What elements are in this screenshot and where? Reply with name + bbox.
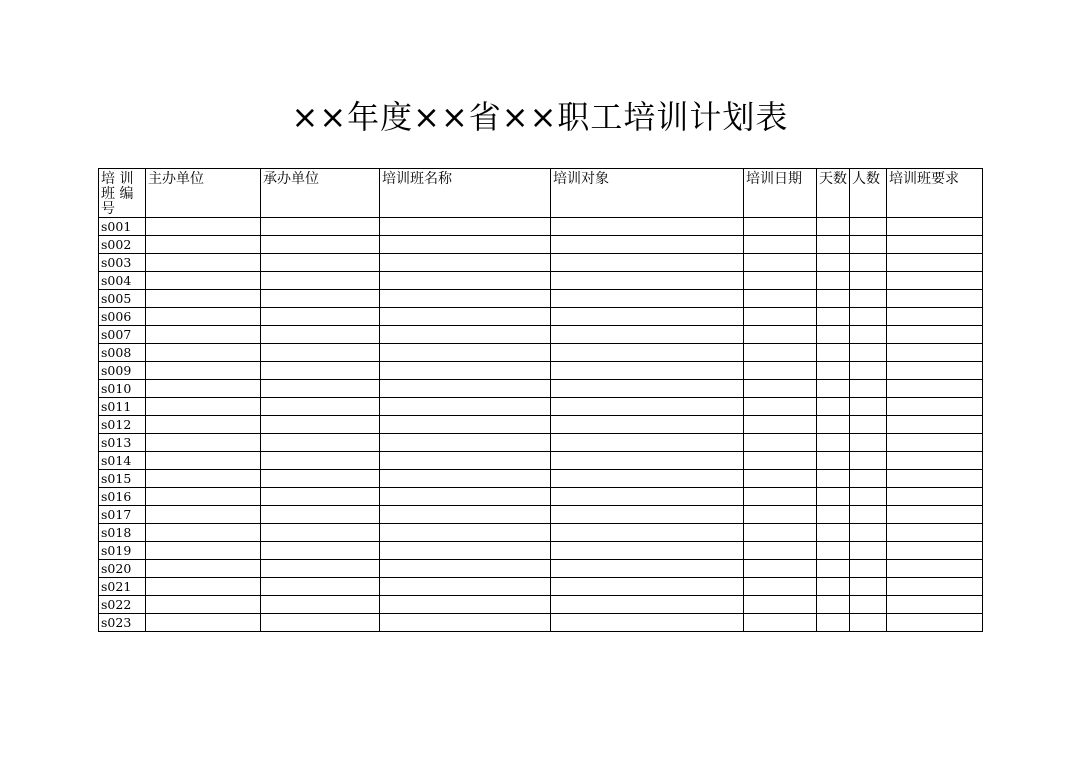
empty-cell [850,362,887,380]
empty-cell [261,596,380,614]
empty-cell [887,218,983,236]
class-code-cell: s002 [99,236,146,254]
class-code-cell: s001 [99,218,146,236]
empty-cell [380,272,551,290]
empty-cell [551,614,744,632]
empty-cell [850,560,887,578]
empty-cell [887,596,983,614]
empty-cell [887,452,983,470]
page-title: ××年度××省××职工培训计划表 [291,98,789,136]
empty-cell [380,308,551,326]
empty-cell [380,488,551,506]
empty-cell [551,308,744,326]
table-row [99,434,983,452]
empty-cell [551,452,744,470]
empty-cell [744,344,817,362]
empty-cell [146,290,261,308]
empty-cell [380,614,551,632]
empty-cell [380,290,551,308]
empty-cell [744,380,817,398]
empty-cell [850,380,887,398]
class-code-cell: s005 [99,290,146,308]
empty-cell [261,272,380,290]
class-code-cell: s016 [99,488,146,506]
empty-cell [850,524,887,542]
empty-cell [380,560,551,578]
empty-cell [380,596,551,614]
empty-cell [850,308,887,326]
empty-cell [551,542,744,560]
empty-cell [817,344,850,362]
class-code-cell: s004 [99,272,146,290]
empty-cell [850,236,887,254]
empty-cell [551,362,744,380]
table-header-row [99,169,983,218]
empty-cell [744,434,817,452]
empty-cell [887,272,983,290]
empty-cell [817,254,850,272]
class-code-cell: s003 [99,254,146,272]
class-code-cell: s018 [99,524,146,542]
empty-cell [380,362,551,380]
empty-cell [551,416,744,434]
empty-cell [817,362,850,380]
empty-cell [817,470,850,488]
empty-cell [380,398,551,416]
table-row [99,254,983,272]
empty-cell [146,416,261,434]
empty-cell [146,272,261,290]
empty-cell [551,254,744,272]
empty-cell [261,236,380,254]
header-class-name: 培训班名称 [380,169,551,218]
class-code-cell: s012 [99,416,146,434]
empty-cell [261,542,380,560]
empty-cell [850,578,887,596]
empty-cell [817,290,850,308]
header-days: 天数 [817,169,850,218]
empty-cell [744,416,817,434]
empty-cell [817,524,850,542]
empty-cell [261,362,380,380]
empty-cell [744,290,817,308]
empty-cell [551,560,744,578]
empty-cell [887,560,983,578]
empty-cell [380,416,551,434]
table-row [99,236,983,254]
class-code-cell: s017 [99,506,146,524]
empty-cell [744,614,817,632]
empty-cell [146,560,261,578]
empty-cell [850,290,887,308]
empty-cell [817,272,850,290]
table-row [99,326,983,344]
empty-cell [850,506,887,524]
empty-cell [261,218,380,236]
empty-cell [261,560,380,578]
empty-cell [380,218,551,236]
empty-cell [887,614,983,632]
table-row [99,614,983,632]
empty-cell [817,452,850,470]
empty-cell [380,506,551,524]
class-code-cell: s008 [99,344,146,362]
empty-cell [146,470,261,488]
table-row [99,218,983,236]
empty-cell [551,488,744,506]
empty-cell [817,542,850,560]
empty-cell [817,218,850,236]
empty-cell [551,506,744,524]
empty-cell [887,488,983,506]
class-code-cell: s010 [99,380,146,398]
class-code-cell: s014 [99,452,146,470]
empty-cell [887,578,983,596]
empty-cell [744,470,817,488]
class-code-cell: s022 [99,596,146,614]
table-row [99,560,983,578]
empty-cell [744,488,817,506]
empty-cell [261,434,380,452]
empty-cell [146,236,261,254]
empty-cell [817,596,850,614]
empty-cell [744,236,817,254]
empty-cell [850,434,887,452]
empty-cell [744,542,817,560]
empty-cell [146,488,261,506]
empty-cell [744,308,817,326]
empty-cell [146,452,261,470]
empty-cell [146,308,261,326]
empty-cell [887,344,983,362]
empty-cell [887,380,983,398]
empty-cell [551,524,744,542]
empty-cell [551,272,744,290]
table-row [99,272,983,290]
empty-cell [887,524,983,542]
empty-cell [850,344,887,362]
empty-cell [744,362,817,380]
empty-cell [380,326,551,344]
empty-cell [551,596,744,614]
empty-cell [146,542,261,560]
empty-cell [146,524,261,542]
table-row [99,344,983,362]
header-host-unit: 承办单位 [261,169,380,218]
empty-cell [887,470,983,488]
empty-cell [261,308,380,326]
empty-cell [817,614,850,632]
empty-cell [380,254,551,272]
empty-cell [850,326,887,344]
empty-cell [146,506,261,524]
empty-cell [261,506,380,524]
table-row [99,578,983,596]
empty-cell [744,218,817,236]
empty-cell [551,380,744,398]
empty-cell [850,488,887,506]
class-code-cell: s020 [99,560,146,578]
empty-cell [817,488,850,506]
empty-cell [551,290,744,308]
empty-cell [261,416,380,434]
empty-cell [850,254,887,272]
empty-cell [146,326,261,344]
header-headcount: 人数 [850,169,887,218]
empty-cell [887,308,983,326]
empty-cell [887,542,983,560]
empty-cell [744,326,817,344]
empty-cell [887,362,983,380]
empty-cell [887,434,983,452]
empty-cell [261,524,380,542]
table-row [99,398,983,416]
class-code-cell: s015 [99,470,146,488]
table-row [99,542,983,560]
empty-cell [850,614,887,632]
class-code-cell: s007 [99,326,146,344]
empty-cell [261,398,380,416]
class-code-cell: s021 [99,578,146,596]
empty-cell [817,416,850,434]
empty-cell [261,452,380,470]
empty-cell [850,218,887,236]
empty-cell [551,470,744,488]
empty-cell [146,254,261,272]
table-row [99,524,983,542]
empty-cell [146,398,261,416]
table-body [99,218,983,632]
empty-cell [850,272,887,290]
empty-cell [551,398,744,416]
empty-cell [551,218,744,236]
table-row [99,488,983,506]
empty-cell [261,290,380,308]
empty-cell [744,596,817,614]
table-row [99,452,983,470]
empty-cell [744,560,817,578]
empty-cell [380,524,551,542]
header-organizer: 主办单位 [146,169,261,218]
table-row [99,308,983,326]
header-trainees: 培训对象 [551,169,744,218]
header-training-date: 培训日期 [744,169,817,218]
empty-cell [380,578,551,596]
empty-cell [146,380,261,398]
class-code-cell: s009 [99,362,146,380]
empty-cell [146,614,261,632]
empty-cell [744,578,817,596]
class-code-cell: s013 [99,434,146,452]
training-plan-table [98,168,983,632]
empty-cell [850,416,887,434]
empty-cell [146,362,261,380]
empty-cell [380,434,551,452]
empty-cell [551,344,744,362]
empty-cell [887,398,983,416]
empty-cell [146,434,261,452]
empty-cell [817,326,850,344]
empty-cell [551,326,744,344]
empty-cell [146,218,261,236]
empty-cell [817,380,850,398]
empty-cell [551,236,744,254]
class-code-cell: s011 [99,398,146,416]
empty-cell [850,470,887,488]
empty-cell [551,434,744,452]
empty-cell [887,290,983,308]
table-row [99,380,983,398]
empty-cell [817,578,850,596]
empty-cell [744,452,817,470]
empty-cell [261,344,380,362]
empty-cell [744,398,817,416]
empty-cell [261,254,380,272]
empty-cell [817,560,850,578]
empty-cell [817,506,850,524]
empty-cell [261,326,380,344]
empty-cell [261,380,380,398]
empty-cell [261,488,380,506]
empty-cell [380,470,551,488]
table-row [99,470,983,488]
empty-cell [817,236,850,254]
table-row [99,506,983,524]
empty-cell [744,524,817,542]
empty-cell [744,506,817,524]
empty-cell [817,398,850,416]
empty-cell [744,272,817,290]
empty-cell [887,416,983,434]
empty-cell [380,236,551,254]
empty-cell [744,254,817,272]
empty-cell [261,470,380,488]
empty-cell [146,344,261,362]
empty-cell [850,542,887,560]
empty-cell [146,596,261,614]
table-row [99,596,983,614]
empty-cell [887,326,983,344]
empty-cell [887,254,983,272]
empty-cell [380,452,551,470]
header-requirements: 培训班要求 [887,169,983,218]
table-row [99,290,983,308]
empty-cell [380,344,551,362]
empty-cell [551,578,744,596]
empty-cell [380,542,551,560]
empty-cell [850,452,887,470]
class-code-cell: s019 [99,542,146,560]
empty-cell [850,596,887,614]
header-class-code: 培 训班 编号 [99,169,146,218]
empty-cell [261,578,380,596]
empty-cell [887,236,983,254]
empty-cell [817,434,850,452]
empty-cell [261,614,380,632]
empty-cell [380,380,551,398]
class-code-cell: s023 [99,614,146,632]
empty-cell [146,578,261,596]
table-row [99,416,983,434]
empty-cell [817,308,850,326]
class-code-cell: s006 [99,308,146,326]
empty-cell [850,398,887,416]
table-row [99,362,983,380]
empty-cell [887,506,983,524]
